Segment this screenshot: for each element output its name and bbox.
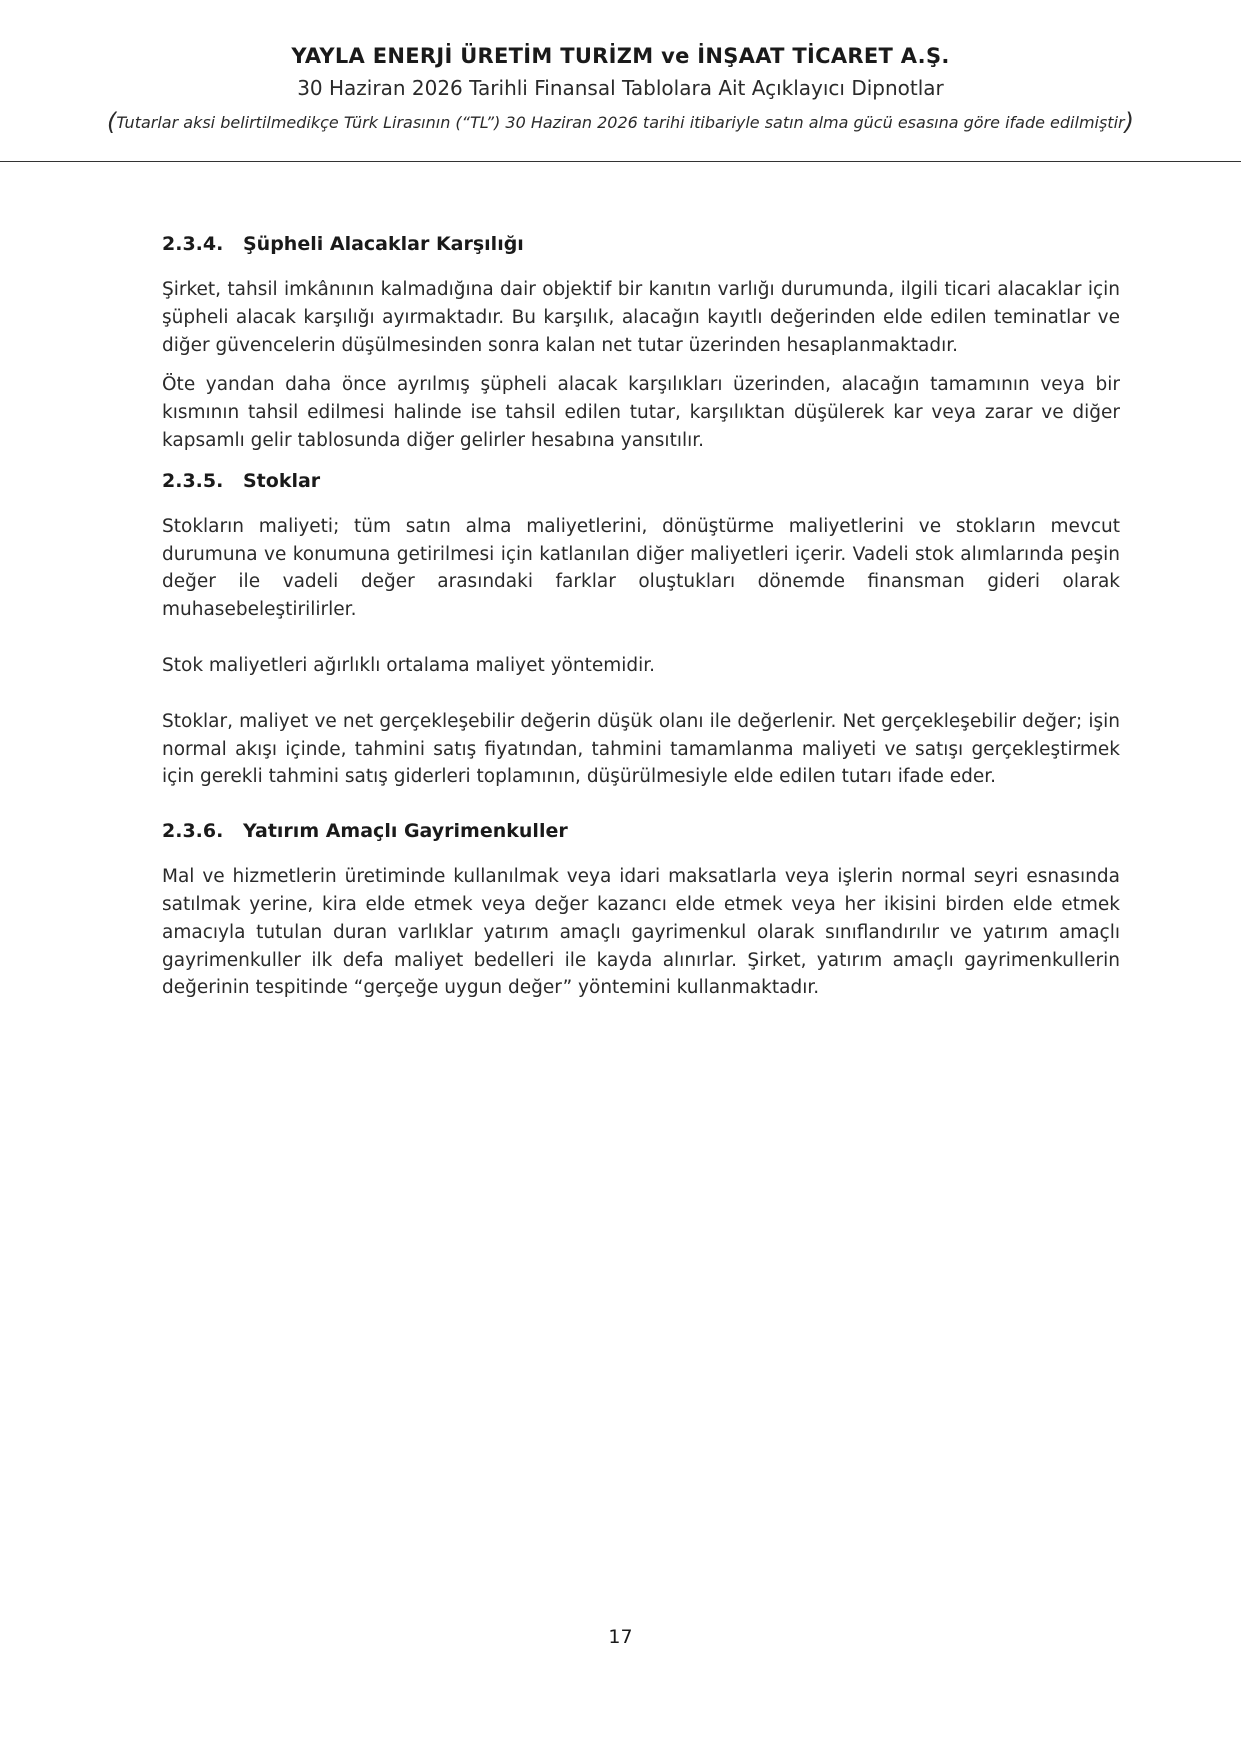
section-number: 2.3.6. [162, 820, 224, 843]
company-name: YAYLA ENERJİ ÜRETİM TURİZM ve İNŞAAT TİCARET A.Ş. [291, 44, 950, 68]
section-number: 2.3.4. [162, 233, 224, 255]
note-close-paren: ) [1124, 108, 1134, 136]
section-number: 2.3.5. [162, 469, 224, 492]
currency-note [0, 108, 1241, 136]
section-heading [162, 819, 1120, 843]
paragraph: Stoklar, maliyet ve net gerçekleşebilir değerin düşük olanı ile değerlenir. Net gerçekleşebilir değer; işin normal akışı içinde, tahmini satış fiyatından, tahmini tamamlanma maliyeti ve satışı gerçekleştirmek için gerekli tahmini satış giderleri toplamının, düşürülmesiyle elde edilen tutarı ifade eder. [162, 710, 1120, 788]
section-title: Stoklar [243, 469, 321, 492]
section-title: Şüpheli Alacaklar Karşılığı [243, 233, 524, 255]
section-doubtful-receivables [162, 232, 1120, 455]
section-title: Yatırım Amaçlı Gayrimenkuller [243, 820, 568, 843]
paragraph: Şirket, tahsil imkânının kalmadığına dair objektif bir kanıtın varlığı durumunda, ilgili ticari alacaklar için şüpheli alacak karşılığı ayırmaktadır. Bu karşılık, alacağın kayıtlı değerinden elde edilen teminatlar ve diğer güvencelerin düşülmesinden sonra kalan net tutar üzerinden hesaplanmaktadır. [162, 279, 1120, 356]
section-heading [162, 232, 1120, 256]
paragraph: Mal ve hizmetlerin üretiminde kullanılmak veya idari maksatlarla veya işlerin normal seyri esnasında satılmak yerine, kira elde etmek veya değer kazancı elde etmek veya her ikisini birden elde etmek amacıyla tutulan duran varlıklar yatırım amaçlı gayrimenkul olarak sınıflandırılır ve yatırım amaçlı gayrimenkuller ilk defa maliyet bedelleri ile kayda alınırlar. Şirket, yatırım amaçlı gayrimenkullerin değerinin tespitinde “gerçeğe uygun değer” yöntemini kullanmaktadır. [162, 866, 1120, 999]
section-investment-property [162, 819, 1120, 1002]
header-divider [0, 161, 1241, 162]
note-open-paren: ( [107, 108, 117, 136]
paragraph: Öte yandan daha önce ayrılmış şüpheli alacak karşılıkları üzerinden, alacağın tamamının veya bir kısmının tahsil edilmesi halinde ise tahsil edilen tutar, karşılıktan düşülerek kar veya zarar ve diğer kapsamlı gelir tablosunda diğer gelirler hesabına yansıtılır. [162, 374, 1120, 451]
document-subtitle: 30 Haziran 2026 Tarihli Finansal Tablolara Ait Açıklayıcı Dipnotlar [297, 76, 944, 100]
page-number: 17 [608, 1626, 633, 1648]
page-body [162, 232, 1120, 1002]
section-inventories [162, 469, 1120, 791]
paragraph: Stokların maliyeti; tüm satın alma maliyetlerini, dönüştürme maliyetlerini ve stokların mevcut durumuna ve konumuna getirilmesi için katlanılan diğer maliyetleri içerir. Vadeli stok alımlarında peşin değer ile vadeli değer arasındaki farklar oluştukları dönemde finansman gideri olarak muhasebeleştirilirler. [162, 515, 1120, 621]
paragraph: Stok maliyetleri ağırlıklı ortalama maliyet yöntemidir. [162, 654, 656, 676]
section-heading [162, 469, 1120, 493]
currency-note-text: Tutarlar aksi belirtilmedikçe Türk Lirasının (“TL”) 30 Haziran 2026 tarihi itibariyle satın alma gücü esasına göre ifade edilmiştir [116, 113, 1125, 132]
